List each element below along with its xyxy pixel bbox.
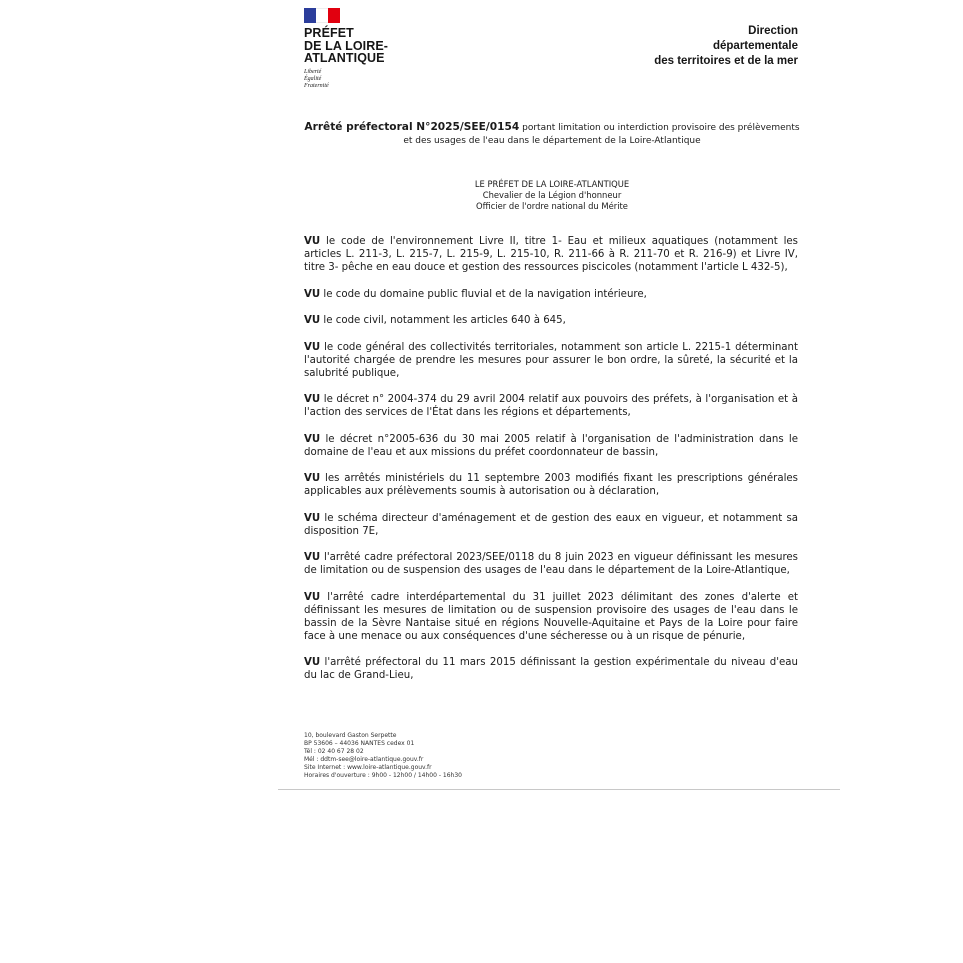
visa-paragraph [304,591,798,643]
prefet-name-line: PRÉFET [304,26,354,40]
prefet-name [304,27,414,65]
direction-line: des territoires et de la mer [654,55,798,67]
vu-keyword: VU [304,394,321,405]
page-header [0,0,963,100]
vu-keyword: VU [304,552,321,563]
visa-paragraph [304,393,798,419]
vu-keyword: VU [304,657,321,668]
vu-keyword: VU [304,315,321,326]
visa-text: le code de l'environnement Livre II, titre 1- Eau et milieux aquatiques (notamment les articles L. 211-3, L. 215-7, L. 215-9, L. 215-10, R. 211-66 à R. 211-70 et R. 216-9) et Livre IV, titre 3- pêche en eau douce et gestion des ressources piscicoles (notamment l'article L 432-5), [304,236,798,273]
visa-paragraph [304,656,798,682]
visa-paragraph [304,341,798,380]
document-title [304,121,800,148]
vu-keyword: VU [304,341,321,353]
visa-paragraph [304,512,798,538]
visa-paragraph [304,472,798,498]
vu-keyword: VU [304,512,321,524]
prefet-title: LE PRÉFET DE LA LOIRE-ATLANTIQUE [474,179,630,189]
direction-line: départementale [712,40,798,52]
visa-text: le code civil, notamment les articles 640 à 645, [320,315,566,326]
visa-text: le schéma directeur d'aménagement et de gestion des eaux en vigueur, et notamment sa disposition 7E, [304,512,798,537]
vu-keyword: VU [304,473,321,484]
motto-line: Fraternité [304,82,329,89]
motto-line: Égalité [304,75,322,82]
visa-text: les arrêtés ministériels du 11 septembre 2003 modifiés fixant les prescriptions générales applicables aux prélèvements soumis à autorisation ou à déclaration, [304,473,798,497]
direction-block [654,24,798,69]
visa-paragraph [304,551,798,577]
visa-paragraph [304,314,798,327]
visa-text: le code du domaine public fluvial et de la navigation intérieure, [320,288,647,300]
motto-line: Liberté [304,68,322,75]
vu-keyword: VU [304,433,321,445]
footer-address: 10, boulevard Gaston Serpette [304,732,397,739]
visa-text: le code général des collectivités territoriales, notamment son article L. 2215-1 déterminant l'autorité chargée de prendre les mesures pour assurer le bon ordre, la sûreté, la sécurité et la salubrité publique, [304,341,798,379]
page-bottom-rule [278,789,840,790]
prefet-distinction: Officier de l'ordre national du Mérite [476,201,628,211]
footer-email: Mél : ddtm-see@loire-atlantique.gouv.fr [304,756,424,763]
republic-motto [304,69,414,90]
visa-paragraph [304,235,798,274]
prefet-logo [304,8,414,90]
prefet-distinction: Chevalier de la Légion d'honneur [482,190,622,200]
visa-text: le décret n° 2004-374 du 29 avril 2004 relatif aux pouvoirs des préfets, à l'organisation et à l'action des services de l'État dans les régions et départements, [304,394,798,418]
vu-keyword: VU [304,288,321,300]
visas-list [304,235,798,696]
arrete-number: Arrêté préfectoral N°2025/SEE/0154 [304,121,520,133]
visa-paragraph [304,288,798,301]
footer-phone: Tél : 02 40 67 28 02 [304,748,364,755]
visa-text: l'arrêté préfectoral du 11 mars 2015 définissant la gestion expérimentale du niveau d'eau du lac de Grand-Lieu, [304,657,798,681]
visa-paragraph [304,433,798,459]
marianne-flag-icon [304,8,340,23]
footer-hours: Horaires d'ouverture : 9h00 - 12h00 / 14h00 - 16h30 [304,772,462,779]
direction-line: Direction [748,25,798,37]
contact-footer [304,732,604,781]
footer-website: Site Internet : www.loire-atlantique.gouv.fr [304,764,432,771]
vu-keyword: VU [304,236,321,247]
prefet-name-line: DE LA LOIRE- [304,38,389,53]
footer-postal: BP 53606 – 44036 NANTES cedex 01 [304,740,415,747]
visa-text: l'arrêté cadre préfectoral 2023/SEE/0118 du 8 juin 2023 en vigueur définissant les mesures de limitation ou de suspension des usages de l'eau dans le département de la Loire-Atlantique, [304,552,798,576]
prefet-identity [304,179,800,212]
arrete-subject: portant limitation ou interdiction provisoire des prélèvements et des usages de l'eau dans le département de la Loire-Atlantique [403,123,800,146]
vu-keyword: VU [304,591,321,603]
visa-text: l'arrêté cadre interdépartemental du 31 juillet 2023 délimitant des zones d'alerte et définissant les mesures de limitation ou de suspension provisoire des usages de l'eau dans le bassin de la Sèvre Nantaise situé en régions Nouvelle-Aquitaine et Pays de la Loire pour faire face à une menace ou aux conséquences d'une sécheresse ou à un risque de pénurie, [304,591,798,642]
prefet-name-line: ATLANTIQUE [304,51,385,65]
visa-text: le décret n°2005-636 du 30 mai 2005 relatif à l'organisation de l'administration dans le domaine de l'eau et aux missions du préfet coordonnateur de bassin, [304,433,798,458]
